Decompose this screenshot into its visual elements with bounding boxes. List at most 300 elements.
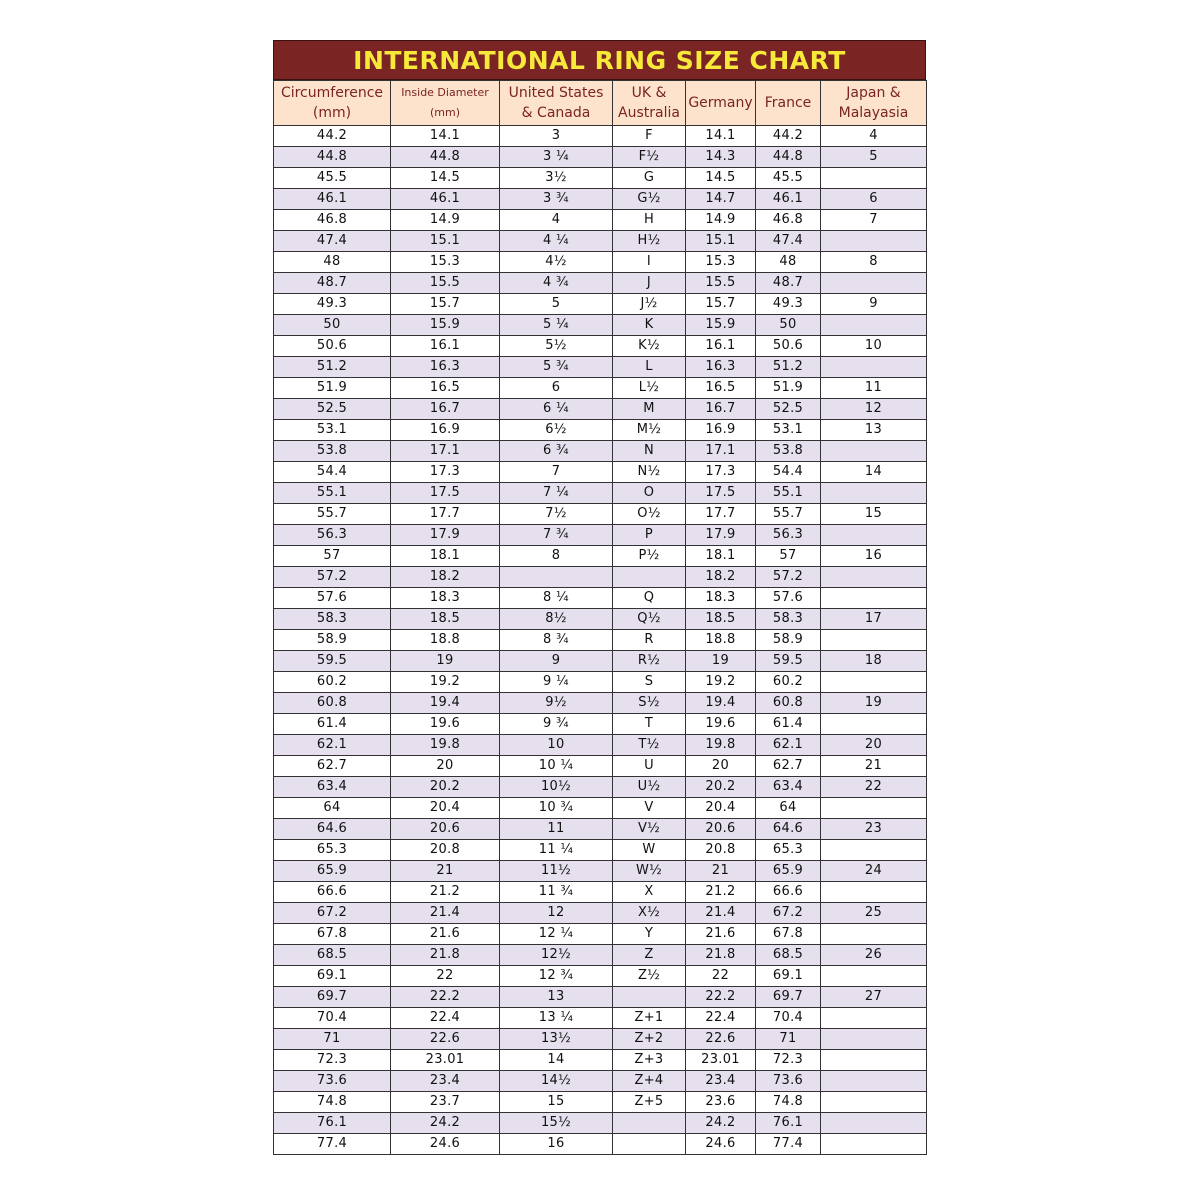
cell-germany: 15.5: [686, 273, 756, 294]
cell-inside-diameter: 21.6: [391, 924, 500, 945]
cell-inside-diameter: 24.2: [391, 1113, 500, 1134]
cell-germany: 15.1: [686, 231, 756, 252]
cell-inside-diameter: 18.3: [391, 588, 500, 609]
table-row: [274, 126, 927, 147]
cell-inside-diameter: 19: [391, 651, 500, 672]
cell-japan-malaysia: [821, 672, 927, 693]
table-row: [274, 903, 927, 924]
cell-france: 48.7: [756, 273, 821, 294]
cell-france: 49.3: [756, 294, 821, 315]
cell-inside-diameter: 21.8: [391, 945, 500, 966]
cell-inside-diameter: 16.5: [391, 378, 500, 399]
cell-france: 50.6: [756, 336, 821, 357]
cell-uk-australia: J: [613, 273, 686, 294]
size-table: [273, 80, 927, 1155]
cell-germany: 19.4: [686, 693, 756, 714]
cell-circumference: 59.5: [274, 651, 391, 672]
cell-us-canada: 7½: [500, 504, 613, 525]
cell-japan-malaysia: 14: [821, 462, 927, 483]
cell-japan-malaysia: 15: [821, 504, 927, 525]
cell-uk-australia: S½: [613, 693, 686, 714]
cell-france: 76.1: [756, 1113, 821, 1134]
cell-inside-diameter: 14.5: [391, 168, 500, 189]
cell-circumference: 58.9: [274, 630, 391, 651]
cell-japan-malaysia: [821, 1092, 927, 1113]
cell-germany: 18.1: [686, 546, 756, 567]
cell-us-canada: 15½: [500, 1113, 613, 1134]
cell-japan-malaysia: [821, 588, 927, 609]
cell-us-canada: 12: [500, 903, 613, 924]
cell-uk-australia: Z+1: [613, 1008, 686, 1029]
header-japan-malaysia: Japan & Malayasia: [821, 81, 927, 126]
cell-germany: 17.9: [686, 525, 756, 546]
cell-circumference: 62.7: [274, 756, 391, 777]
ring-size-chart: [273, 40, 926, 1155]
cell-inside-diameter: 20.6: [391, 819, 500, 840]
cell-inside-diameter: 21: [391, 861, 500, 882]
cell-circumference: 50: [274, 315, 391, 336]
cell-inside-diameter: 46.1: [391, 189, 500, 210]
cell-japan-malaysia: 9: [821, 294, 927, 315]
cell-us-canada: 13: [500, 987, 613, 1008]
cell-inside-diameter: 18.2: [391, 567, 500, 588]
cell-uk-australia: J½: [613, 294, 686, 315]
cell-uk-australia: [613, 1113, 686, 1134]
cell-uk-australia: G½: [613, 189, 686, 210]
cell-france: 77.4: [756, 1134, 821, 1155]
cell-us-canada: 9: [500, 651, 613, 672]
cell-circumference: 69.7: [274, 987, 391, 1008]
cell-japan-malaysia: 16: [821, 546, 927, 567]
table-row: [274, 147, 927, 168]
table-row: [274, 966, 927, 987]
cell-circumference: 71: [274, 1029, 391, 1050]
cell-uk-australia: G: [613, 168, 686, 189]
cell-france: 57: [756, 546, 821, 567]
cell-us-canada: 3: [500, 126, 613, 147]
cell-inside-diameter: 19.2: [391, 672, 500, 693]
cell-germany: 22.4: [686, 1008, 756, 1029]
cell-circumference: 58.3: [274, 609, 391, 630]
cell-inside-diameter: 18.5: [391, 609, 500, 630]
cell-inside-diameter: 16.3: [391, 357, 500, 378]
cell-uk-australia: Z: [613, 945, 686, 966]
cell-germany: 16.3: [686, 357, 756, 378]
cell-japan-malaysia: [821, 1050, 927, 1071]
cell-germany: 17.1: [686, 441, 756, 462]
cell-circumference: 57: [274, 546, 391, 567]
cell-germany: 19: [686, 651, 756, 672]
cell-uk-australia: U: [613, 756, 686, 777]
cell-uk-australia: I: [613, 252, 686, 273]
cell-circumference: 51.9: [274, 378, 391, 399]
cell-uk-australia: F½: [613, 147, 686, 168]
cell-japan-malaysia: 8: [821, 252, 927, 273]
cell-inside-diameter: 15.1: [391, 231, 500, 252]
cell-us-canada: 11 ¼: [500, 840, 613, 861]
table-row: [274, 840, 927, 861]
cell-circumference: 54.4: [274, 462, 391, 483]
cell-germany: 14.1: [686, 126, 756, 147]
cell-germany: 18.2: [686, 567, 756, 588]
cell-us-canada: 9 ¾: [500, 714, 613, 735]
cell-japan-malaysia: 22: [821, 777, 927, 798]
cell-japan-malaysia: 7: [821, 210, 927, 231]
cell-japan-malaysia: [821, 567, 927, 588]
cell-uk-australia: H½: [613, 231, 686, 252]
cell-germany: 20.2: [686, 777, 756, 798]
cell-germany: 14.3: [686, 147, 756, 168]
cell-uk-australia: Z+4: [613, 1071, 686, 1092]
header-us-canada: United States & Canada: [500, 81, 613, 126]
cell-germany: 20.8: [686, 840, 756, 861]
cell-us-canada: 7: [500, 462, 613, 483]
cell-france: 44.8: [756, 147, 821, 168]
table-row: [274, 987, 927, 1008]
cell-france: 51.9: [756, 378, 821, 399]
cell-germany: 16.9: [686, 420, 756, 441]
cell-germany: 15.7: [686, 294, 756, 315]
cell-us-canada: 5 ¼: [500, 315, 613, 336]
cell-circumference: 46.1: [274, 189, 391, 210]
cell-germany: 22.6: [686, 1029, 756, 1050]
table-row: [274, 504, 927, 525]
cell-inside-diameter: 17.1: [391, 441, 500, 462]
cell-france: 62.1: [756, 735, 821, 756]
cell-circumference: 64.6: [274, 819, 391, 840]
table-row: [274, 630, 927, 651]
cell-us-canada: 13 ¼: [500, 1008, 613, 1029]
cell-france: 55.1: [756, 483, 821, 504]
cell-germany: 21.8: [686, 945, 756, 966]
cell-uk-australia: R: [613, 630, 686, 651]
cell-us-canada: 11: [500, 819, 613, 840]
table-row: [274, 735, 927, 756]
cell-circumference: 61.4: [274, 714, 391, 735]
cell-circumference: 73.6: [274, 1071, 391, 1092]
table-row: [274, 693, 927, 714]
cell-japan-malaysia: 17: [821, 609, 927, 630]
cell-france: 57.2: [756, 567, 821, 588]
cell-circumference: 67.8: [274, 924, 391, 945]
cell-germany: 16.1: [686, 336, 756, 357]
cell-uk-australia: W½: [613, 861, 686, 882]
cell-france: 44.2: [756, 126, 821, 147]
cell-japan-malaysia: 5: [821, 147, 927, 168]
cell-uk-australia: [613, 1134, 686, 1155]
cell-france: 73.6: [756, 1071, 821, 1092]
cell-inside-diameter: 19.6: [391, 714, 500, 735]
cell-france: 59.5: [756, 651, 821, 672]
cell-uk-australia: Q: [613, 588, 686, 609]
cell-us-canada: 11 ¾: [500, 882, 613, 903]
cell-france: 67.8: [756, 924, 821, 945]
cell-uk-australia: R½: [613, 651, 686, 672]
header-inside-diameter: Inside Diameter (mm): [391, 81, 500, 126]
cell-inside-diameter: 14.9: [391, 210, 500, 231]
cell-germany: 14.9: [686, 210, 756, 231]
cell-germany: 17.3: [686, 462, 756, 483]
table-row: [274, 441, 927, 462]
cell-inside-diameter: 19.8: [391, 735, 500, 756]
cell-us-canada: 7 ¼: [500, 483, 613, 504]
cell-circumference: 70.4: [274, 1008, 391, 1029]
cell-germany: 24.6: [686, 1134, 756, 1155]
cell-japan-malaysia: [821, 714, 927, 735]
cell-circumference: 65.9: [274, 861, 391, 882]
cell-uk-australia: Y: [613, 924, 686, 945]
cell-us-canada: 3 ¾: [500, 189, 613, 210]
table-row: [274, 1071, 927, 1092]
cell-uk-australia: [613, 567, 686, 588]
cell-us-canada: 3½: [500, 168, 613, 189]
cell-inside-diameter: 17.5: [391, 483, 500, 504]
table-row: [274, 189, 927, 210]
cell-inside-diameter: 23.4: [391, 1071, 500, 1092]
table-row: [274, 525, 927, 546]
cell-germany: 17.5: [686, 483, 756, 504]
cell-japan-malaysia: 12: [821, 399, 927, 420]
table-row: [274, 924, 927, 945]
cell-uk-australia: F: [613, 126, 686, 147]
cell-inside-diameter: 23.01: [391, 1050, 500, 1071]
cell-germany: 15.9: [686, 315, 756, 336]
table-row: [274, 399, 927, 420]
table-row: [274, 609, 927, 630]
table-row: [274, 588, 927, 609]
cell-germany: 19.6: [686, 714, 756, 735]
table-row: [274, 1134, 927, 1155]
cell-france: 46.8: [756, 210, 821, 231]
cell-us-canada: 4½: [500, 252, 613, 273]
cell-circumference: 63.4: [274, 777, 391, 798]
table-row: [274, 798, 927, 819]
cell-japan-malaysia: [821, 525, 927, 546]
cell-inside-diameter: 20.2: [391, 777, 500, 798]
cell-circumference: 48: [274, 252, 391, 273]
cell-circumference: 44.8: [274, 147, 391, 168]
cell-circumference: 66.6: [274, 882, 391, 903]
cell-us-canada: 8½: [500, 609, 613, 630]
cell-germany: 22.2: [686, 987, 756, 1008]
cell-us-canada: 14½: [500, 1071, 613, 1092]
cell-circumference: 60.8: [274, 693, 391, 714]
cell-uk-australia: L½: [613, 378, 686, 399]
cell-france: 72.3: [756, 1050, 821, 1071]
cell-inside-diameter: 15.7: [391, 294, 500, 315]
table-row: [274, 168, 927, 189]
cell-inside-diameter: 17.7: [391, 504, 500, 525]
cell-us-canada: 10: [500, 735, 613, 756]
cell-france: 54.4: [756, 462, 821, 483]
cell-japan-malaysia: [821, 483, 927, 504]
cell-us-canada: 12 ¾: [500, 966, 613, 987]
cell-germany: 18.5: [686, 609, 756, 630]
cell-france: 71: [756, 1029, 821, 1050]
cell-france: 52.5: [756, 399, 821, 420]
cell-inside-diameter: 16.1: [391, 336, 500, 357]
cell-france: 64.6: [756, 819, 821, 840]
cell-france: 74.8: [756, 1092, 821, 1113]
cell-uk-australia: [613, 987, 686, 1008]
table-row: [274, 252, 927, 273]
cell-japan-malaysia: [821, 441, 927, 462]
cell-us-canada: 14: [500, 1050, 613, 1071]
cell-uk-australia: T½: [613, 735, 686, 756]
cell-france: 53.1: [756, 420, 821, 441]
cell-france: 65.9: [756, 861, 821, 882]
cell-inside-diameter: 44.8: [391, 147, 500, 168]
table-row: [274, 756, 927, 777]
table-row: [274, 861, 927, 882]
cell-inside-diameter: 22: [391, 966, 500, 987]
table-row: [274, 651, 927, 672]
cell-us-canada: 5: [500, 294, 613, 315]
cell-france: 60.8: [756, 693, 821, 714]
cell-uk-australia: Z+2: [613, 1029, 686, 1050]
cell-germany: 21.6: [686, 924, 756, 945]
cell-japan-malaysia: [821, 1113, 927, 1134]
cell-us-canada: 4 ¼: [500, 231, 613, 252]
cell-us-canada: 10 ¾: [500, 798, 613, 819]
cell-us-canada: 6½: [500, 420, 613, 441]
cell-uk-australia: K: [613, 315, 686, 336]
cell-us-canada: 12½: [500, 945, 613, 966]
table-row: [274, 336, 927, 357]
cell-circumference: 51.2: [274, 357, 391, 378]
cell-japan-malaysia: 21: [821, 756, 927, 777]
cell-us-canada: 6 ¼: [500, 399, 613, 420]
cell-uk-australia: K½: [613, 336, 686, 357]
cell-france: 64: [756, 798, 821, 819]
table-row: [274, 1008, 927, 1029]
cell-us-canada: 8 ¾: [500, 630, 613, 651]
cell-circumference: 65.3: [274, 840, 391, 861]
header-uk-australia: UK & Australia: [613, 81, 686, 126]
cell-inside-diameter: 15.3: [391, 252, 500, 273]
cell-japan-malaysia: [821, 1008, 927, 1029]
table-body: [274, 126, 927, 1155]
table-row: [274, 882, 927, 903]
cell-us-canada: 15: [500, 1092, 613, 1113]
cell-circumference: 48.7: [274, 273, 391, 294]
cell-germany: 21.2: [686, 882, 756, 903]
header-germany: Germany: [686, 81, 756, 126]
cell-circumference: 56.3: [274, 525, 391, 546]
cell-france: 57.6: [756, 588, 821, 609]
cell-inside-diameter: 15.5: [391, 273, 500, 294]
cell-inside-diameter: 17.3: [391, 462, 500, 483]
cell-us-canada: [500, 567, 613, 588]
cell-germany: 20.6: [686, 819, 756, 840]
table-row: [274, 420, 927, 441]
cell-germany: 21.4: [686, 903, 756, 924]
cell-circumference: 62.1: [274, 735, 391, 756]
cell-inside-diameter: 16.7: [391, 399, 500, 420]
cell-germany: 22: [686, 966, 756, 987]
cell-germany: 20: [686, 756, 756, 777]
header-circumference: Circumference (mm): [274, 81, 391, 126]
cell-japan-malaysia: [821, 168, 927, 189]
cell-circumference: 64: [274, 798, 391, 819]
cell-france: 67.2: [756, 903, 821, 924]
cell-circumference: 45.5: [274, 168, 391, 189]
cell-japan-malaysia: [821, 1029, 927, 1050]
cell-germany: 19.8: [686, 735, 756, 756]
cell-japan-malaysia: [821, 798, 927, 819]
cell-japan-malaysia: 23: [821, 819, 927, 840]
cell-japan-malaysia: [821, 924, 927, 945]
table-row: [274, 546, 927, 567]
cell-france: 50: [756, 315, 821, 336]
cell-us-canada: 16: [500, 1134, 613, 1155]
table-row: [274, 462, 927, 483]
cell-circumference: 72.3: [274, 1050, 391, 1071]
cell-circumference: 53.8: [274, 441, 391, 462]
cell-france: 62.7: [756, 756, 821, 777]
cell-germany: 23.6: [686, 1092, 756, 1113]
table-row: [274, 378, 927, 399]
cell-uk-australia: P½: [613, 546, 686, 567]
cell-uk-australia: L: [613, 357, 686, 378]
cell-uk-australia: H: [613, 210, 686, 231]
cell-japan-malaysia: 10: [821, 336, 927, 357]
cell-uk-australia: Z+3: [613, 1050, 686, 1071]
cell-france: 68.5: [756, 945, 821, 966]
chart-title: INTERNATIONAL RING SIZE CHART: [273, 40, 926, 80]
cell-us-canada: 12 ¼: [500, 924, 613, 945]
cell-circumference: 50.6: [274, 336, 391, 357]
cell-us-canada: 5½: [500, 336, 613, 357]
cell-germany: 14.7: [686, 189, 756, 210]
cell-japan-malaysia: 11: [821, 378, 927, 399]
cell-france: 63.4: [756, 777, 821, 798]
cell-inside-diameter: 18.8: [391, 630, 500, 651]
cell-france: 66.6: [756, 882, 821, 903]
cell-france: 45.5: [756, 168, 821, 189]
cell-japan-malaysia: [821, 1134, 927, 1155]
cell-japan-malaysia: [821, 840, 927, 861]
table-row: [274, 1113, 927, 1134]
cell-germany: 18.8: [686, 630, 756, 651]
table-row: [274, 945, 927, 966]
cell-france: 61.4: [756, 714, 821, 735]
cell-germany: 24.2: [686, 1113, 756, 1134]
cell-japan-malaysia: 25: [821, 903, 927, 924]
cell-japan-malaysia: [821, 273, 927, 294]
cell-germany: 16.5: [686, 378, 756, 399]
cell-circumference: 69.1: [274, 966, 391, 987]
table-row: [274, 315, 927, 336]
cell-japan-malaysia: [821, 630, 927, 651]
cell-us-canada: 10½: [500, 777, 613, 798]
cell-inside-diameter: 22.4: [391, 1008, 500, 1029]
cell-us-canada: 4: [500, 210, 613, 231]
cell-inside-diameter: 22.2: [391, 987, 500, 1008]
cell-inside-diameter: 17.9: [391, 525, 500, 546]
table-row: [274, 273, 927, 294]
cell-uk-australia: Q½: [613, 609, 686, 630]
cell-us-canada: 9 ¼: [500, 672, 613, 693]
cell-circumference: 76.1: [274, 1113, 391, 1134]
table-row: [274, 567, 927, 588]
table-row: [274, 231, 927, 252]
cell-france: 53.8: [756, 441, 821, 462]
cell-us-canada: 6 ¾: [500, 441, 613, 462]
header-france: France: [756, 81, 821, 126]
cell-inside-diameter: 20.8: [391, 840, 500, 861]
cell-germany: 20.4: [686, 798, 756, 819]
